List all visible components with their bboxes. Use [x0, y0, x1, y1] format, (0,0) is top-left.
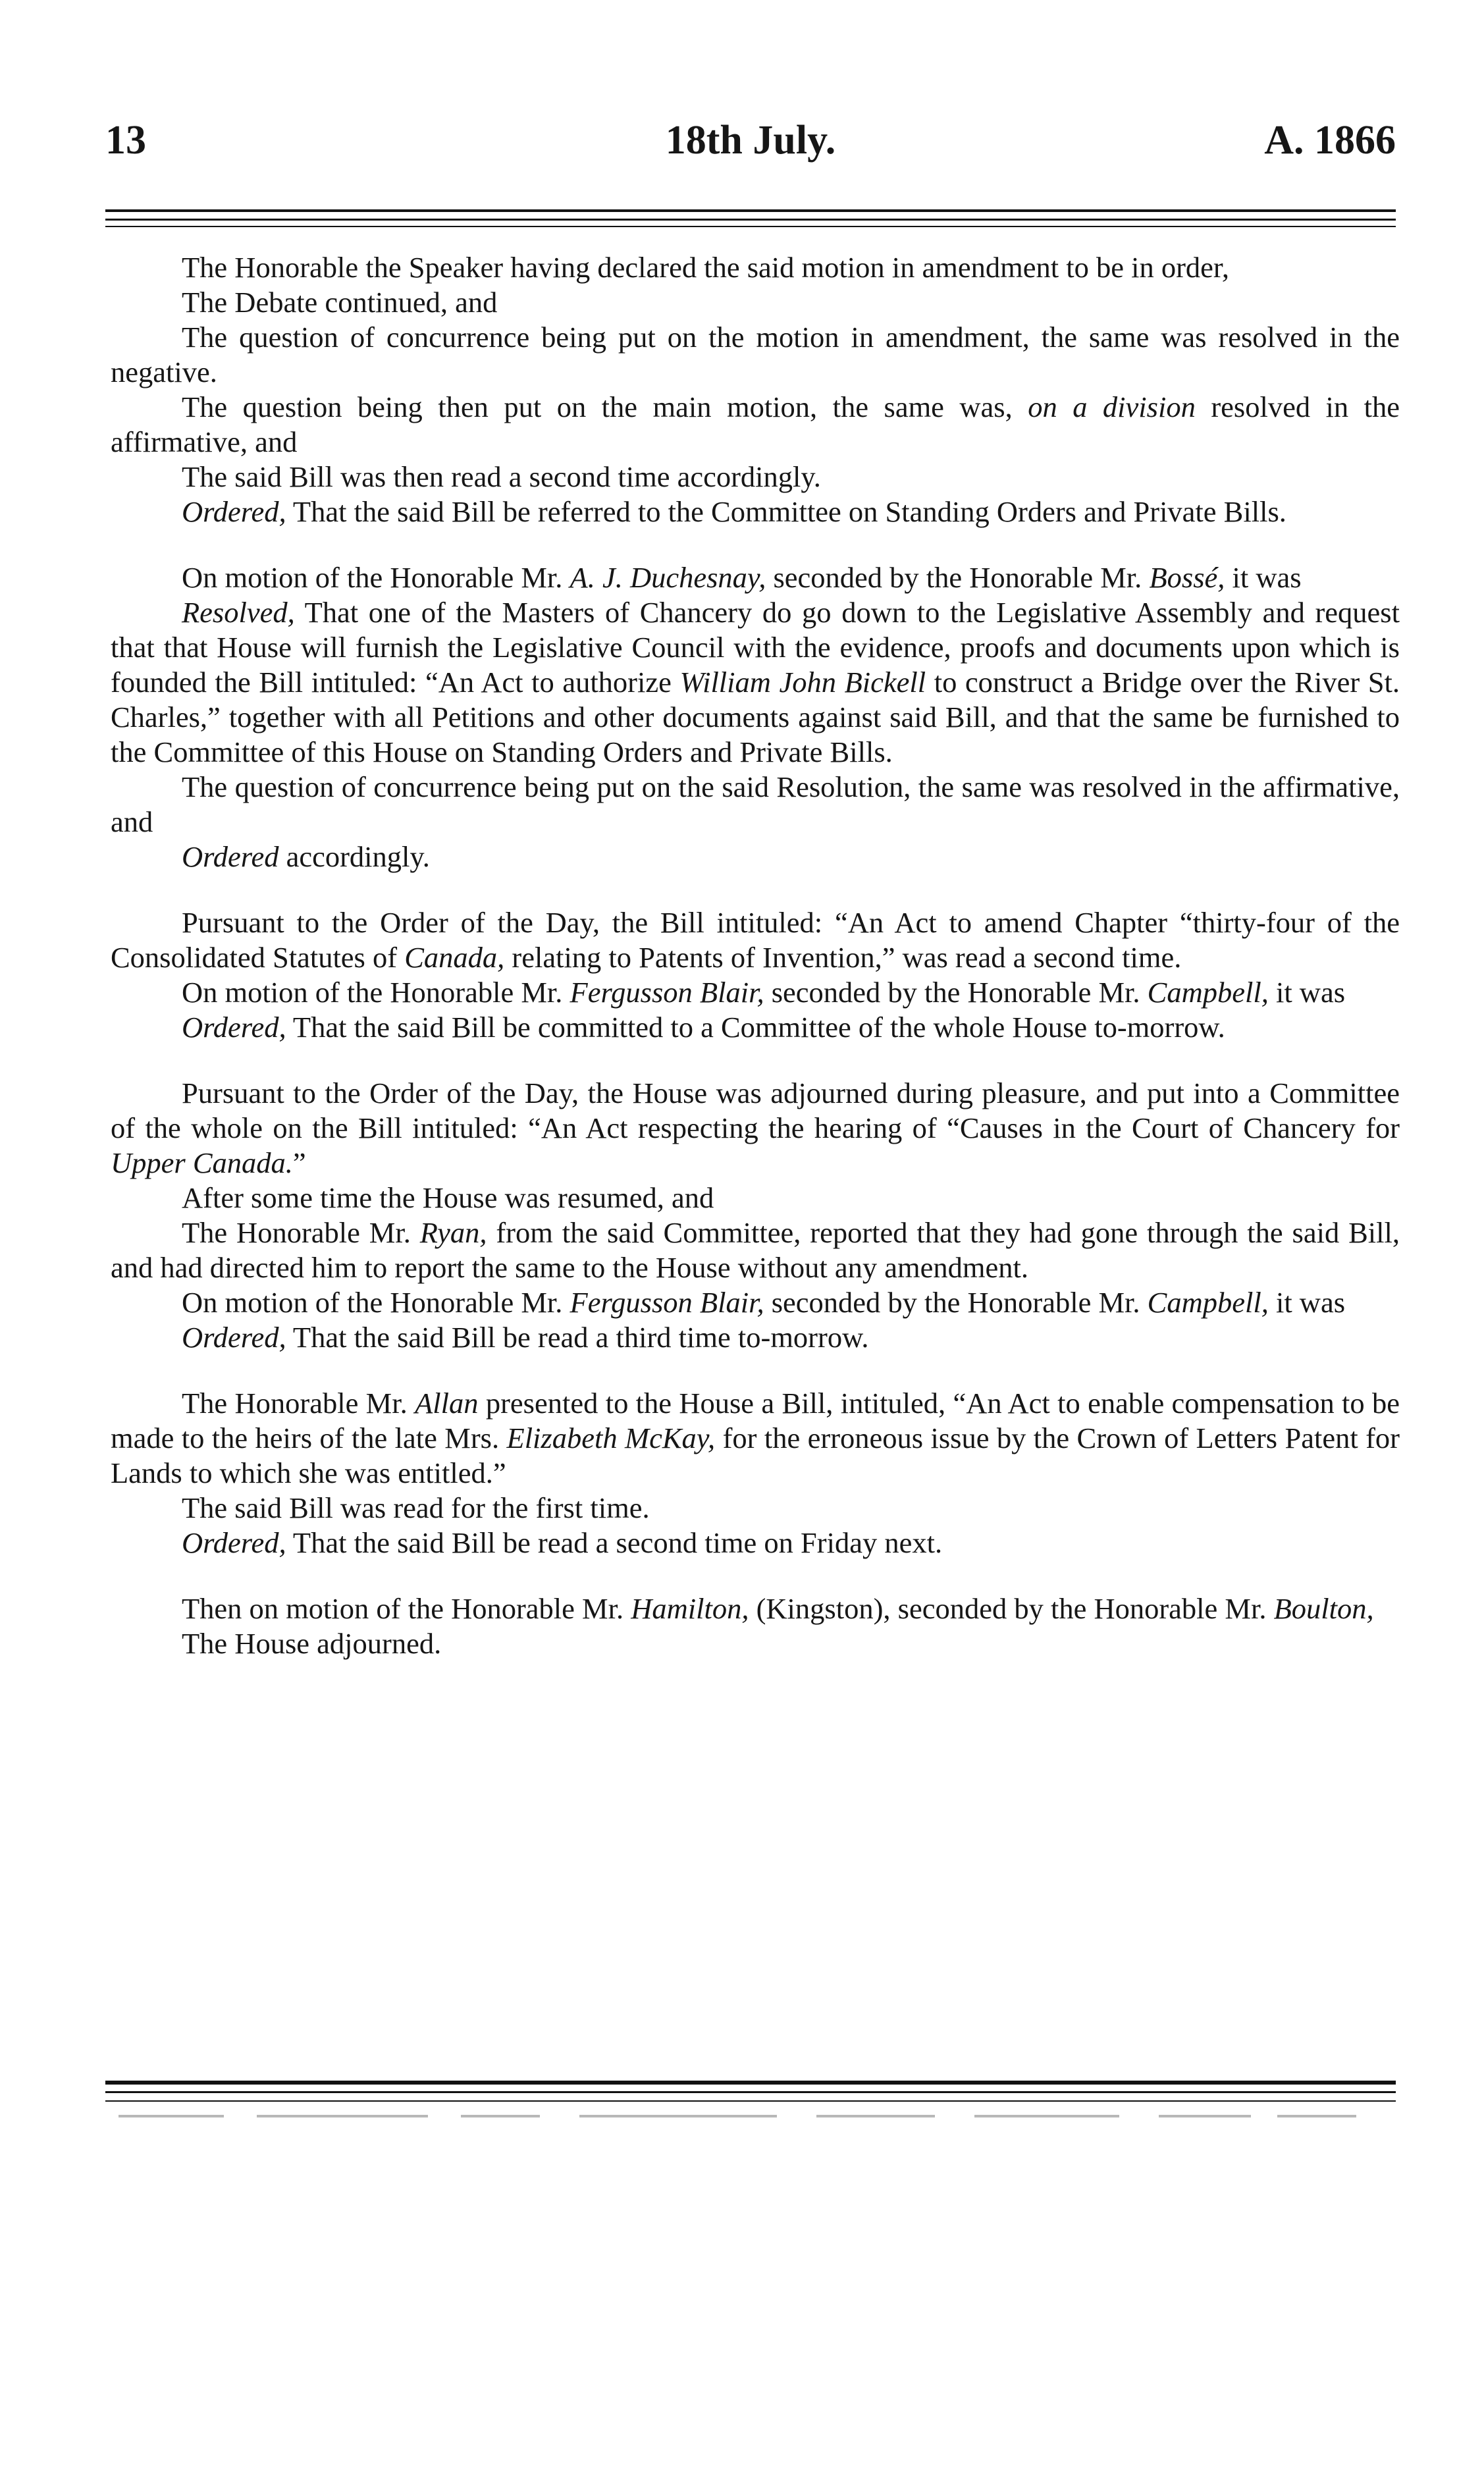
text-run: it was: [1225, 561, 1302, 594]
paragraph: [111, 1386, 1400, 1491]
header-date: 18th July.: [665, 118, 836, 163]
paragraph: [111, 390, 1400, 460]
paragraph: [111, 595, 1400, 770]
header-year: A. 1866: [1264, 118, 1396, 163]
italic-run: Hamilton,: [631, 1592, 749, 1625]
text-run: it was: [1268, 1286, 1346, 1319]
text-run: After some time the House was resumed, and: [182, 1181, 714, 1214]
text-run: That the said Bill be read a third time to-morrow.: [286, 1321, 869, 1354]
paragraph: [111, 250, 1400, 285]
italic-run: Upper Canada.: [111, 1146, 293, 1179]
paragraph: [111, 1076, 1400, 1181]
text-run: The Debate continued, and: [182, 286, 498, 319]
text-run: On motion of the Honorable Mr.: [182, 1286, 570, 1319]
paragraph: [111, 1215, 1400, 1285]
italic-run: Bossé,: [1149, 561, 1225, 594]
text-run: That the said Bill be committed to a Committee of the whole House to-morrow.: [286, 1011, 1225, 1044]
text-run: The Honorable Mr.: [182, 1387, 415, 1420]
text-run: seconded by the Honorable Mr.: [766, 561, 1150, 594]
paragraph: [111, 975, 1400, 1010]
italic-run: Ordered,: [182, 1526, 286, 1559]
page-number: 13: [105, 118, 146, 163]
journal-body: [111, 250, 1400, 1661]
footer-rule: [105, 2100, 1396, 2102]
text-run: (Kingston), seconded by the Honorable Mr.: [749, 1592, 1274, 1625]
text-run: presented to the House a Bill, intituled, “An Act to enable compensation to be made to the heirs of the late Mrs.: [111, 1387, 1400, 1454]
text-run: seconded by the Honorable Mr.: [764, 976, 1148, 1009]
text-run: The said Bill was read for the first time.: [182, 1491, 650, 1524]
text-run: Pursuant to the Order of the Day, the House was adjourned during pleasure, and put into a Committee of the whole on the Bill intituled: “An Act respecting the hearing of “Causes in the Court of Chancery for: [111, 1077, 1400, 1144]
text-run: Then on motion of the Honorable Mr.: [182, 1592, 631, 1625]
italic-run: Campbell,: [1147, 1286, 1269, 1319]
italic-run: Fergusson Blair,: [570, 976, 764, 1009]
header-rule: [105, 209, 1396, 212]
text-run: The said Bill was then read a second time accordingly.: [182, 460, 821, 493]
italic-run: Ryan,: [419, 1216, 487, 1249]
paragraph: [111, 839, 1400, 874]
footer-rule: [105, 2081, 1396, 2085]
text-run: That the said Bill be referred to the Committee on Standing Orders and Private Bills.: [286, 495, 1286, 528]
paragraph: [111, 1320, 1400, 1355]
paragraph: [111, 905, 1400, 975]
paragraph: [111, 320, 1400, 390]
italic-run: Boulton,: [1273, 1592, 1374, 1625]
text-run: That one of the Masters of Chancery do go down to the Legislative Assembly and request that that House will furnish the Legislative Council with the evidence, proofs and documents upon which is founded the Bill intituled: “An Act to authorize: [111, 596, 1400, 699]
italic-run: Elizabeth McKay,: [506, 1422, 716, 1454]
italic-run: Campbell,: [1147, 976, 1269, 1009]
italic-run: Ordered,: [182, 1321, 286, 1354]
paragraph: [111, 1626, 1400, 1661]
text-run: from the said Committee, reported that they had gone through the said Bill, and had directed him to report the same to the House without any amendment.: [111, 1216, 1400, 1284]
paragraph: [111, 1591, 1400, 1626]
italic-run: William John Bickell: [679, 666, 926, 699]
bleed-through-noise: [119, 2115, 1369, 2141]
header-rule: [105, 219, 1396, 221]
page-header: [105, 117, 1396, 183]
italic-run: on a division: [1028, 390, 1196, 423]
header-rule: [105, 226, 1396, 227]
paragraph: [111, 1526, 1400, 1560]
text-run: accordingly.: [278, 840, 430, 873]
paragraph: [111, 1010, 1400, 1045]
text-run: The Honorable Mr.: [182, 1216, 420, 1249]
text-run: relating to Patents of Invention,” was read a second time.: [504, 941, 1182, 974]
footer-rule: [105, 2091, 1396, 2093]
text-run: for the erroneous issue by the Crown of Letters Patent for Lands to which she was entitled.”: [111, 1422, 1400, 1489]
italic-run: Allan: [415, 1387, 479, 1420]
text-run: resolved in the affirmative, and: [111, 390, 1400, 458]
paragraph: [111, 494, 1400, 529]
italic-run: Ordered,: [182, 495, 286, 528]
text-run: The question of concurrence being put on the motion in amendment, the same was resolved in the negative.: [111, 321, 1400, 388]
paragraph: [111, 285, 1400, 320]
italic-run: Canada,: [404, 941, 505, 974]
italic-run: Ordered,: [182, 1011, 286, 1044]
text-run: The question being then put on the main motion, the same was,: [182, 390, 1028, 423]
paragraph: [111, 560, 1400, 595]
italic-run: Ordered: [182, 840, 279, 873]
italic-run: Fergusson Blair,: [570, 1286, 764, 1319]
text-run: it was: [1268, 976, 1346, 1009]
paragraph: [111, 460, 1400, 494]
italic-run: A. J. Duchesnay,: [570, 561, 766, 594]
text-run: On motion of the Honorable Mr.: [182, 976, 570, 1009]
text-run: That the said Bill be read a second time on Friday next.: [286, 1526, 943, 1559]
paragraph: [111, 1285, 1400, 1320]
text-run: The House adjourned.: [182, 1627, 442, 1660]
text-run: The Honorable the Speaker having declared the said motion in amendment to be in order,: [182, 251, 1230, 284]
text-run: to construct a Bridge over the River St. Charles,” together with all Petitions and other documents against said Bill, and that the same be furnished to the Committee of this House on Standing Orders and Private Bills.: [111, 666, 1400, 768]
paragraph: [111, 1491, 1400, 1526]
italic-run: Resolved,: [182, 596, 295, 629]
text-run: Pursuant to the Order of the Day, the Bill intituled: “An Act to amend Chapter “thirty-four of the Consolidated Statutes of: [111, 906, 1400, 974]
text-run: ”: [292, 1146, 306, 1179]
text-run: On motion of the Honorable Mr.: [182, 561, 570, 594]
paragraph: [111, 770, 1400, 839]
text-run: The question of concurrence being put on the said Resolution, the same was resolved in the affirmative, and: [111, 770, 1400, 838]
text-run: seconded by the Honorable Mr.: [764, 1286, 1148, 1319]
paragraph: [111, 1181, 1400, 1215]
